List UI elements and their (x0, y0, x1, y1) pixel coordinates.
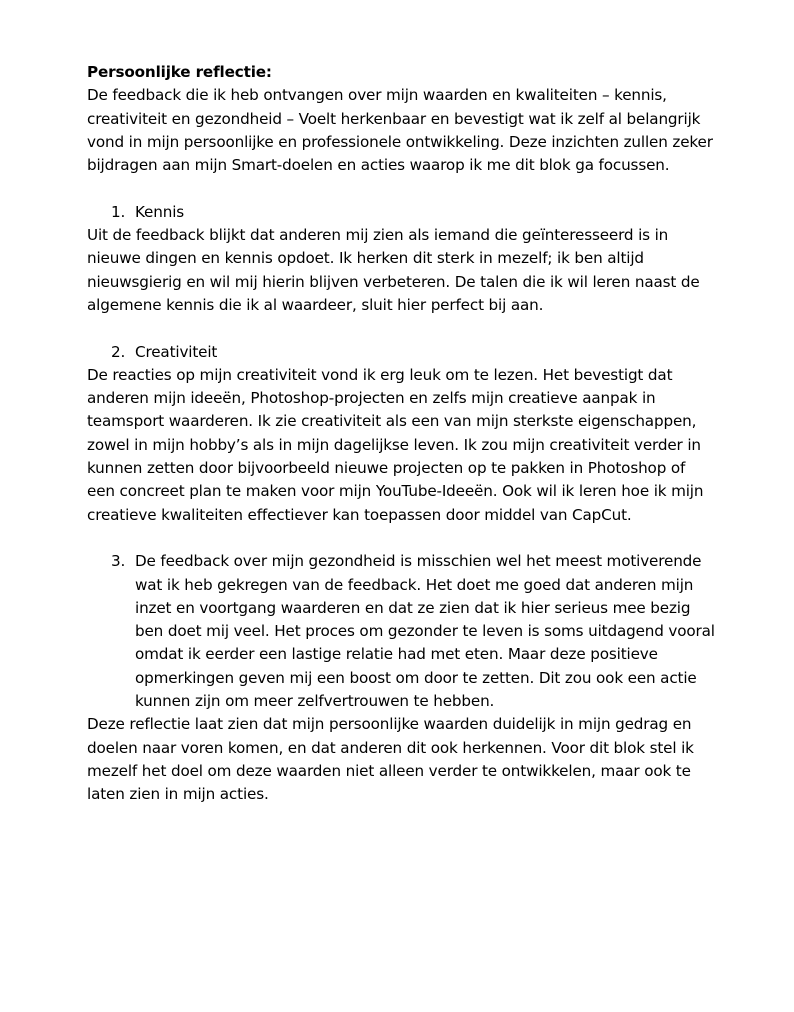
section-body-creativiteit: De reacties op mijn creativiteit vond ik erg leuk om te lezen. Het bevestigt dat anderen mijn ideeën, Photoshop-projecten en zelfs mijn creatieve aanpak in teamsport waarderen. Ik zie creativiteit als een van mijn sterkste eigenschappen, zowel in mijn hobby’s als in mijn dagelijkse leven. Ik zou mijn creativiteit verder in kunnen zetten door bijvoorbeeld nieuwe projecten op te pakken in Photoshop of een concreet plan te maken voor mijn YouTube-Ideeën. Ook wil ik leren hoe ik mijn creatieve kwaliteiten effectiever kan toepassen door middel van CapCut. (87, 365, 704, 524)
intro-paragraph: De feedback die ik heb ontvangen over mijn waarden en kwaliteiten – kennis, creativiteit en gezondheid – Voelt herkenbaar en bevestigt wat ik zelf al belangrijk vond in mijn persoonlijke en professionele ontwikkeling. Deze inzichten zullen zeker bijdragen aan mijn Smart-doelen en acties waarop ik me dit blok ga focussen. (87, 86, 713, 175)
conclusion-paragraph: Deze reflectie laat zien dat mijn persoonlijke waarden duidelijk in mijn gedrag en doelen naar voren komen, en dat anderen dit ook herkennen. Voor dit blok stel ik mezelf het doel om deze waarden niet alleen verder te ontwikkelen, maar ook te laten zien in mijn acties. (87, 715, 694, 804)
section-heading-creativiteit (87, 341, 717, 364)
section-heading-label: Creativiteit (135, 342, 218, 361)
list-number: 2. (111, 342, 126, 361)
document-title: Persoonlijke reflectie: (87, 63, 272, 81)
spacer (87, 177, 717, 200)
list-number: 3. (111, 552, 126, 571)
section-body-gezondheid: De feedback over mijn gezondheid is misschien wel het meest motiverende wat ik heb gekregen van de feedback. Het doet me goed dat anderen mijn inzet en voortgang waarderen en dat ze zien dat ik hier serieus mee bezig ben doet mij veel. Het proces om gezonder te leven is soms uitdagend vooral omdat ik eerder een lastige relatie had met eten. Maar deze positieve opmerkingen geven mij een boost om door te zetten. Dit zou ook een actie kunnen zijn om meer zelfvertrouwen te hebben. (135, 552, 715, 711)
document-page (87, 61, 717, 807)
section-item-gezondheid (87, 550, 717, 713)
section-heading-kennis (87, 201, 717, 224)
section-heading-label: Kennis (135, 202, 185, 221)
spacer (87, 527, 717, 550)
spacer (87, 317, 717, 340)
list-number: 1. (111, 202, 126, 221)
section-body-kennis: Uit de feedback blijkt dat anderen mij zien als iemand die geïnteresseerd is in nieuwe dingen en kennis opdoet. Ik herken dit sterk in mezelf; ik ben altijd nieuwsgierig en wil mij hierin blijven verbeteren. De talen die ik wil leren naast de algemene kennis die ik al waardeer, sluit hier perfect bij aan. (87, 226, 700, 314)
